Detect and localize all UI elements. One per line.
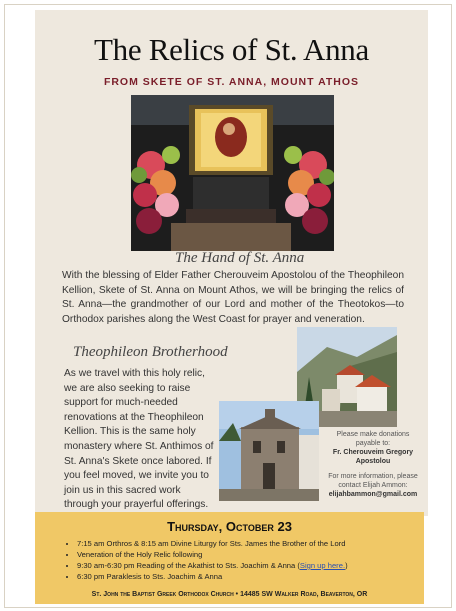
contact-line: contact Elijah Ammon: [338, 482, 408, 489]
signup-link[interactable]: Sign up here. [299, 561, 346, 570]
relic-photo [131, 95, 334, 251]
donation-line: payable to: [355, 440, 391, 447]
text-line: monastery where St. Anthimos of [64, 440, 214, 452]
schedule-item-text: 9:30 am-6:30 pm Reading of the Akathist to Sts. Joachim & Anna ( [77, 561, 300, 570]
text-line: Kellion. This is the same holy [64, 426, 196, 438]
donation-payee: Fr. Cherouveim Gregory [332, 449, 414, 456]
schedule-item [77, 560, 348, 571]
church-address: St. John the Baptist Greek Orthodox Church • 14485 SW Walker Road, Beaverton, OR [91, 591, 368, 598]
page-title: The Relics of St. Anna [94, 32, 369, 67]
schedule-item: • Veneration of the Holy Relic following [77, 549, 348, 560]
schedule-item-tail: ) [345, 561, 348, 570]
contact-line: For more information, please [328, 473, 418, 480]
text-line: join us in this sacred work [64, 484, 181, 496]
event-schedule [65, 538, 348, 582]
section-heading-hand: The Hand of St. Anna [175, 250, 305, 266]
text-line: through your prayerful offerings. [64, 499, 209, 511]
text-line: you feel moved, we invite you to [64, 470, 209, 482]
text-line: we are also seeking to raise [64, 382, 191, 394]
page-subtitle: FROM SKETE OF ST. ANNA, MOUNT ATHOS [103, 76, 360, 88]
section-text-brotherhood [64, 367, 244, 513]
donation-payee: Apostolou [355, 458, 391, 465]
contact-email: elijahbammon@gmail.com [328, 491, 418, 498]
schedule-item: • 6:30 pm Paraklesis to Sts. Joachim & Anna [77, 571, 348, 582]
event-footer [35, 512, 424, 604]
flyer-panel [35, 10, 428, 516]
donation-line: Please make donations [336, 431, 410, 438]
schedule-item: • 7:15 am Orthros & 8:15 am Divine Liturgy for Sts. James the Brother of the Lord [77, 538, 348, 549]
event-date: Thursday, October 23 [167, 519, 292, 534]
section-heading-brotherhood: Theophileon Brotherhood [73, 344, 228, 360]
text-line: support for much-needed [64, 397, 178, 409]
text-line: St. Anna's Skete once labored. If [64, 455, 212, 467]
flyer-page [4, 4, 452, 608]
monastery-church-photo [219, 401, 319, 501]
text-line: As we travel with this holy relic, [64, 368, 205, 379]
donation-info [322, 430, 424, 499]
text-line: renovations at the Theophileon [64, 411, 204, 423]
section-text-hand: With the blessing of Elder Father Cherouveim Apostolou of the Theophileon Kellion, Skete of St. Anna on Mount Athos, we will be bringing the relics of St. Anna—the grandmother of our Lord and mother of the Theotokos—to Orthodox parishes along the West Coast for prayer and veneration. [62, 270, 404, 325]
